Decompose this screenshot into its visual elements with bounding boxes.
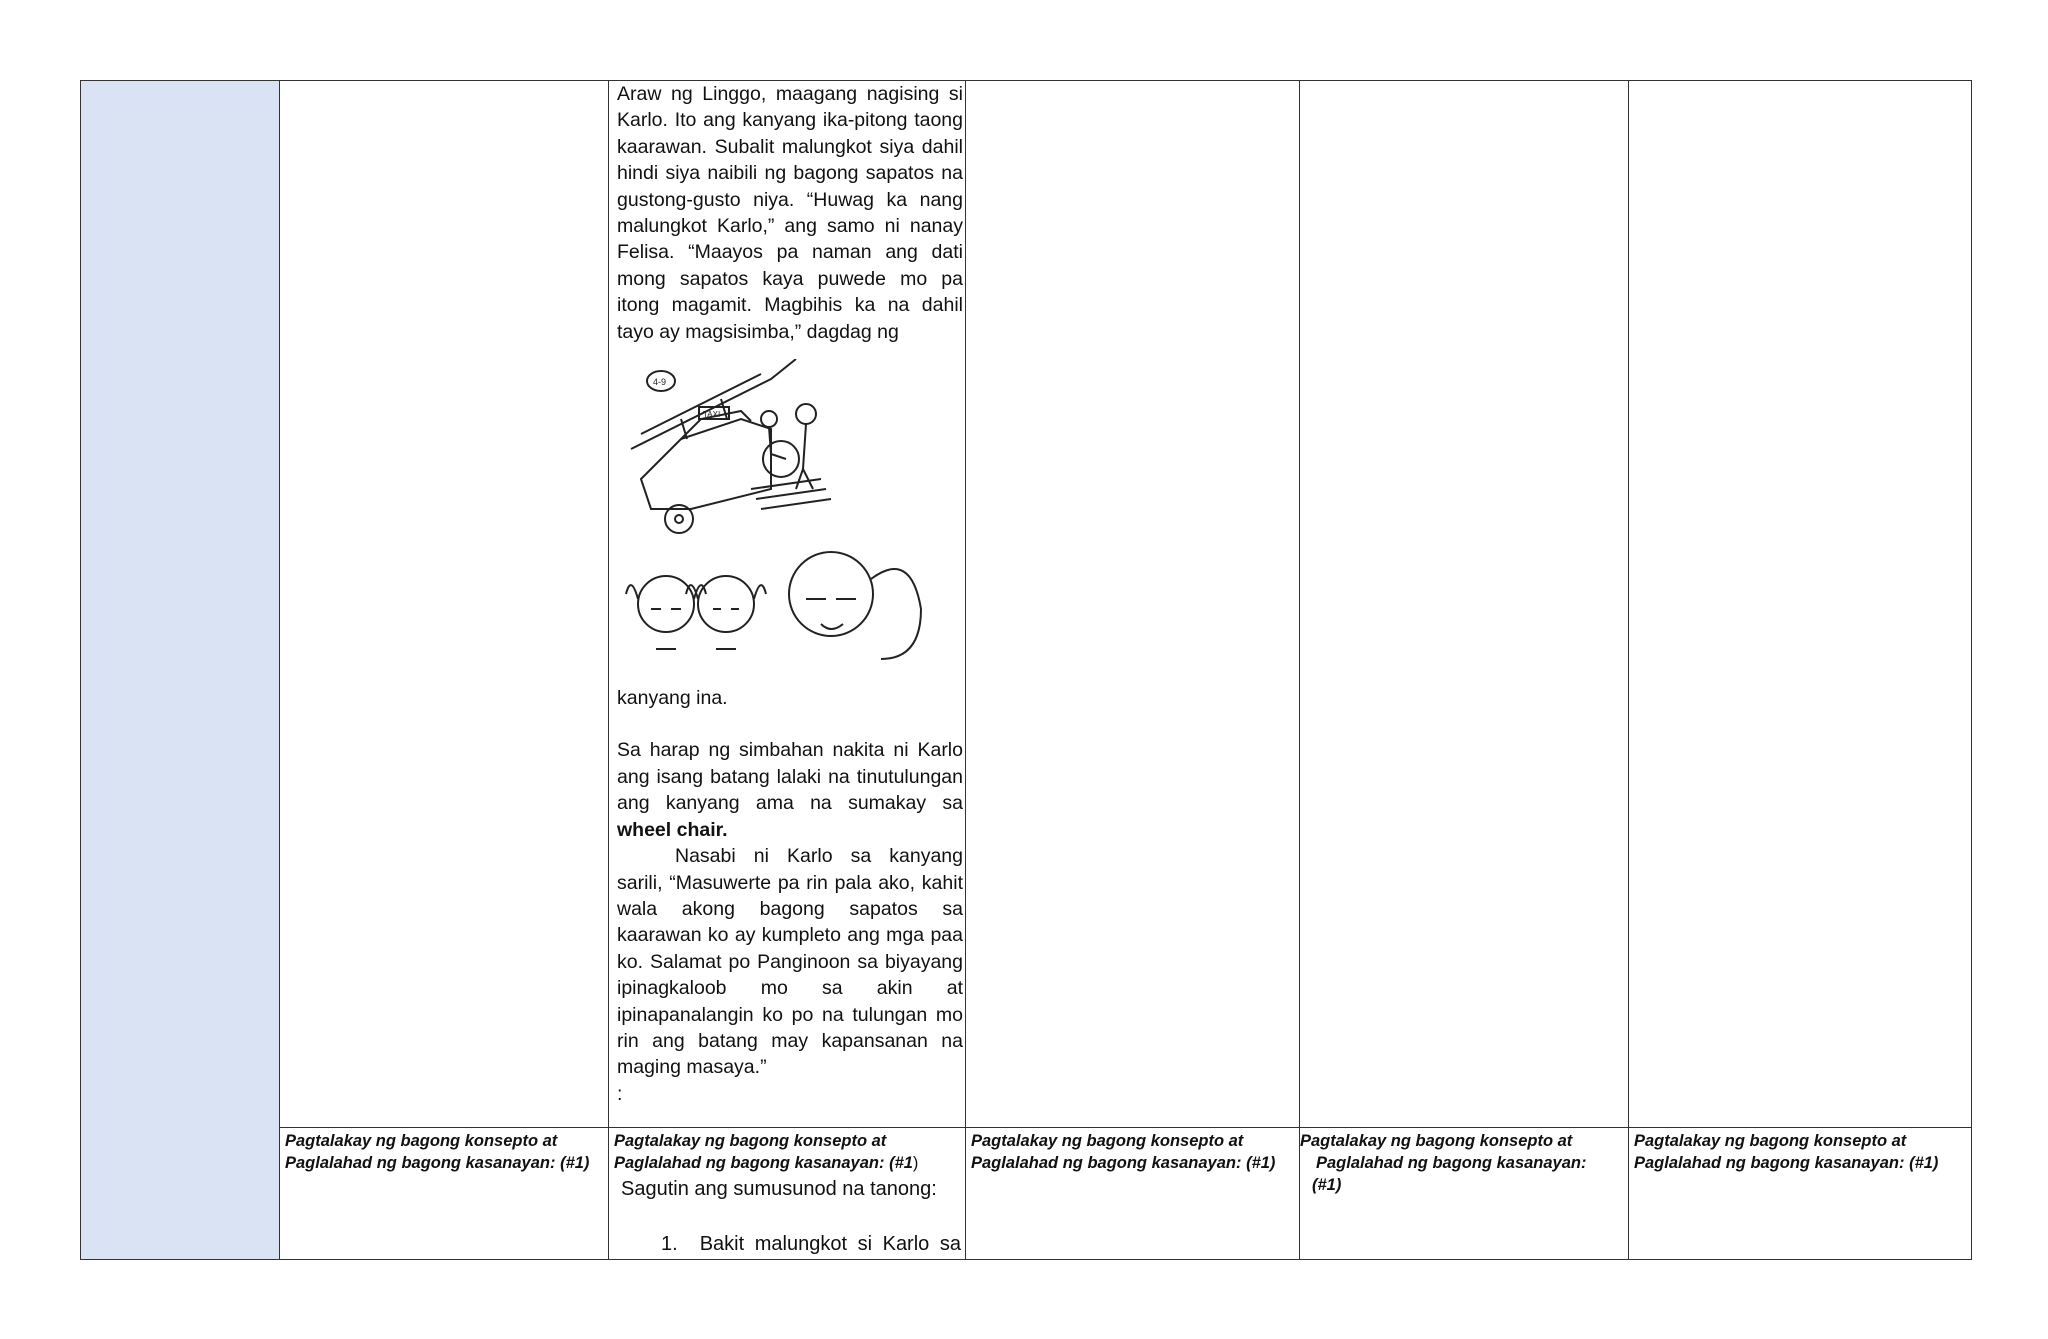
crosswalk [751, 479, 831, 509]
question-1-text: Bakit malungkot si Karlo sa [699, 1233, 961, 1255]
row-header-col3 [614, 1130, 918, 1174]
row-header-line [614, 1152, 918, 1174]
page-badge-text: 4-9 [653, 377, 667, 387]
column-divider [279, 81, 280, 1259]
row-header-line: Pagtalakay ng bagong konsepto at [285, 1132, 558, 1150]
woman-mouth [821, 624, 843, 629]
taxi-wheelchair-illustration [621, 359, 941, 679]
girl-2-head [698, 576, 754, 632]
question-1 [661, 1233, 961, 1256]
man-head [761, 411, 777, 427]
lesson-table [80, 80, 1972, 1260]
row-header-col5 [1300, 1130, 1587, 1196]
column-divider [965, 81, 966, 1259]
row-header-line: Paglalahad ng bagong kasanayan: (#1) [971, 1154, 1276, 1172]
story-paragraph-2 [617, 737, 963, 843]
row-header-line: (#1) [1312, 1176, 1342, 1194]
questions-intro: Sagutin ang sumusunod na tanong: [621, 1178, 937, 1200]
story-colon: : [617, 1082, 623, 1105]
taxi-body [641, 419, 771, 509]
boy-head [796, 404, 816, 424]
column-divider [608, 81, 609, 1259]
row-header-line: Pagtalakay ng bagong konsepto at [971, 1132, 1244, 1150]
row-header-line: Paglalahad ng bagong kasanayan: [1316, 1154, 1587, 1172]
taxi-sign-text: TAXI [703, 410, 721, 419]
story-paragraph-1: Araw ng Linggo, maagang nagising si Karlo. Ito ang kanyang ika-pitong taong kaarawan. Subalit malungkot siya dahil hindi siya naibili ng bagong sapatos na gustong-gusto niya. “Huwag ka nang malungkot Karlo,” ang samo ni nanay Felisa. “Maayos pa naman ang dati mong sapatos kaya puwede mo pa itong magamit. Magbihis ka na dahil tayo ay magsisimba,” dagdag ng [617, 83, 963, 343]
row-header-col4 [971, 1130, 1275, 1174]
paragraph-gap [617, 711, 963, 737]
row-header-paren: ) [912, 1154, 919, 1172]
girl-1-head [638, 576, 694, 632]
question-1-number: 1. [661, 1233, 678, 1255]
shaded-label-column [81, 81, 280, 1259]
column-divider [1628, 81, 1629, 1259]
row-header-line: Paglalahad ng bagong kasanayan: (#1) [1634, 1154, 1939, 1172]
row-header-col6 [1634, 1130, 1938, 1174]
wheelchair-wheel [763, 441, 799, 477]
story-paragraph-2-text: Sa harap ng simbahan nakita ni Karlo ang isang batang lalaki na tinutulungan ang kanyang ama na sumakay sa [617, 739, 963, 815]
row-header-line: Pagtalakay ng bagong konsepto at [1634, 1132, 1907, 1150]
row-header-col2 [285, 1130, 589, 1174]
woman-hair [871, 569, 921, 659]
woman-head [789, 552, 873, 636]
row-header-line: Pagtalakay ng bagong konsepto at [614, 1132, 887, 1150]
story-paragraph-1-end: kanyang ina. [617, 687, 728, 710]
row-header-text: Paglalahad ng bagong kasanayan: (#1 [614, 1154, 913, 1172]
row-header-line: Pagtalakay ng bagong konsepto at [1300, 1132, 1573, 1150]
wheel-chair-term: wheel chair. [617, 818, 728, 841]
story-paragraph-3: Nasabi ni Karlo sa kanyang sarili, “Masuwerte pa rin pala ako, kahit wala akong bagong sapatos sa kaarawan ko ay kumpleto ang mga paa ko. Salamat po Panginoon sa biyayang ipinagkaloob mo sa akin at ipinapanalangin ko po na tulungan mo rin ang batang may kapansanan na maging masaya.” [617, 845, 963, 1079]
taxi-hub [675, 515, 683, 523]
row-header-line: Paglalahad ng bagong kasanayan: (#1) [285, 1154, 590, 1172]
column-divider [1299, 81, 1300, 1259]
row-divider [279, 1127, 1971, 1128]
